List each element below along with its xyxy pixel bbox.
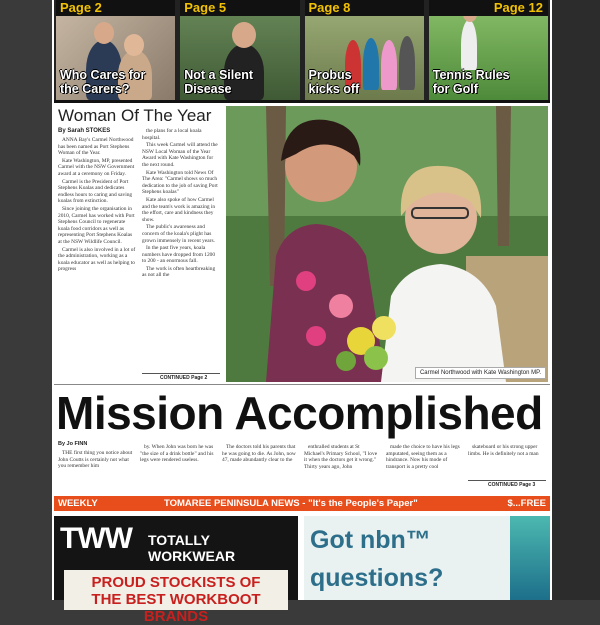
- continued-link[interactable]: CONTINUED Page 2: [160, 375, 208, 381]
- masthead-bar: [54, 496, 550, 511]
- mission-column-2: by. When John was born he was "the size of a drink bottle" and his legs were rendered useless.: [140, 444, 214, 464]
- viewer-margin: [552, 0, 600, 600]
- ad-totally-workwear[interactable]: [54, 516, 298, 625]
- article-byline: By Sarah STOKES: [58, 128, 111, 134]
- ad-nbn[interactable]: [304, 516, 550, 600]
- mission-column-1: THE first thing you notice about John Coutts is certainly not what you remember him: [58, 450, 133, 470]
- photo-caption: Carmel Northwood with Kate Washington MP.: [415, 367, 546, 379]
- teaser-page-5[interactable]: [180, 0, 299, 100]
- teaser-strip: [54, 0, 550, 100]
- teaser-page-2[interactable]: [56, 0, 175, 100]
- article-column-1: ANNA Bay's Carmel Northwood has been named as Port Stephens Woman of the Year. Kate Washington, MP, presented Carmel with the NSW Government award at a ceremony on Friday. Carmel is the President of Port Stephens Koalas and dedicates endless hours to caring and saving koalas from extinction. Since joining the organisation in 2010, Carmel has worked with Port Stephens Council to regenerate koala food corridors as well as representing Port Stephens Koalas at the NSW Wildlife Council. Carmel is also involved in a lot of the administration, working as a koala educator as well as helping to progress: [58, 137, 136, 273]
- ad-decoration: [510, 516, 550, 600]
- mission-headline: Mission Accomplished: [56, 387, 543, 439]
- teaser-page-label: Page 12: [429, 0, 548, 16]
- teaser-caption: Not a Silent Disease: [184, 68, 254, 96]
- teaser-page-8[interactable]: [305, 0, 424, 100]
- price-label: $...FREE: [507, 498, 546, 509]
- teaser-page-12[interactable]: [429, 0, 548, 100]
- mission-byline: By Jo FINN: [58, 441, 88, 447]
- masthead-tagline: TOMAREE PENINSULA NEWS - "It's the People's Paper": [164, 498, 418, 509]
- divider: [468, 480, 546, 481]
- mission-column-6: skateboard or his strong upper limbs. He is definitely not a man: [468, 444, 539, 457]
- nbn-line-2: questions?: [310, 564, 444, 592]
- tww-name: TOTALLY WORKWEAR: [148, 532, 236, 564]
- teaser-page-label: Page 8: [305, 0, 424, 16]
- teaser-page-label: Page 5: [180, 0, 299, 16]
- mission-column-5: made the choice to have his legs amputated, seeing them as a hindrance. Now his mode of transport is a pretty cool: [386, 444, 460, 470]
- teaser-caption: Who Cares for the Carers?: [60, 68, 146, 96]
- divider: [54, 100, 550, 103]
- tww-logo: TWW: [60, 522, 132, 555]
- mission-column-4: enthralled students at St Michael's Primary School, "I love it when the doctors get it wrong." Thirty years ago, John: [304, 444, 378, 470]
- ad-tagline: PROUD STOCKISTS OF THE BEST WORKBOOT BRANDS: [64, 570, 288, 610]
- article-column-2: the plans for a local koala hospital. This week Carmel will attend the NSW Local Woman of the Year Award with Kate Washington for the next round. Kate Washington told News Of The Area: "Carmel shows so much dedication to the job of saving Port Stephens koalas" Kate also spoke of how Carmel and the team's work is amazing in the effort, care and kindness they show. The public's awareness and concern of the koala's plight has grown immensely in recent years. In the past five years, koala numbers have dropped from 1200 to 200 - an enormous fall. The work is often heartbreaking as not all the: [142, 128, 218, 279]
- article-photo: [226, 106, 548, 382]
- mission-column-3: The doctors told his parents that he was going to die. As John, now 47, made abundantly clear to the: [222, 444, 296, 464]
- teaser-caption: Probus kicks off: [308, 68, 360, 96]
- article-headline: Woman Of The Year: [58, 106, 212, 125]
- teaser-caption: Tennis Rules for Golf: [432, 68, 510, 96]
- weekly-label: WEEKLY: [58, 498, 98, 509]
- continued-link[interactable]: CONTINUED Page 3: [488, 482, 536, 488]
- teaser-page-label: Page 2: [56, 0, 175, 16]
- nbn-line-1: Got nbn™: [310, 526, 431, 554]
- divider: [142, 373, 220, 374]
- newspaper-page: [52, 0, 552, 625]
- photo-illustration: [226, 106, 548, 382]
